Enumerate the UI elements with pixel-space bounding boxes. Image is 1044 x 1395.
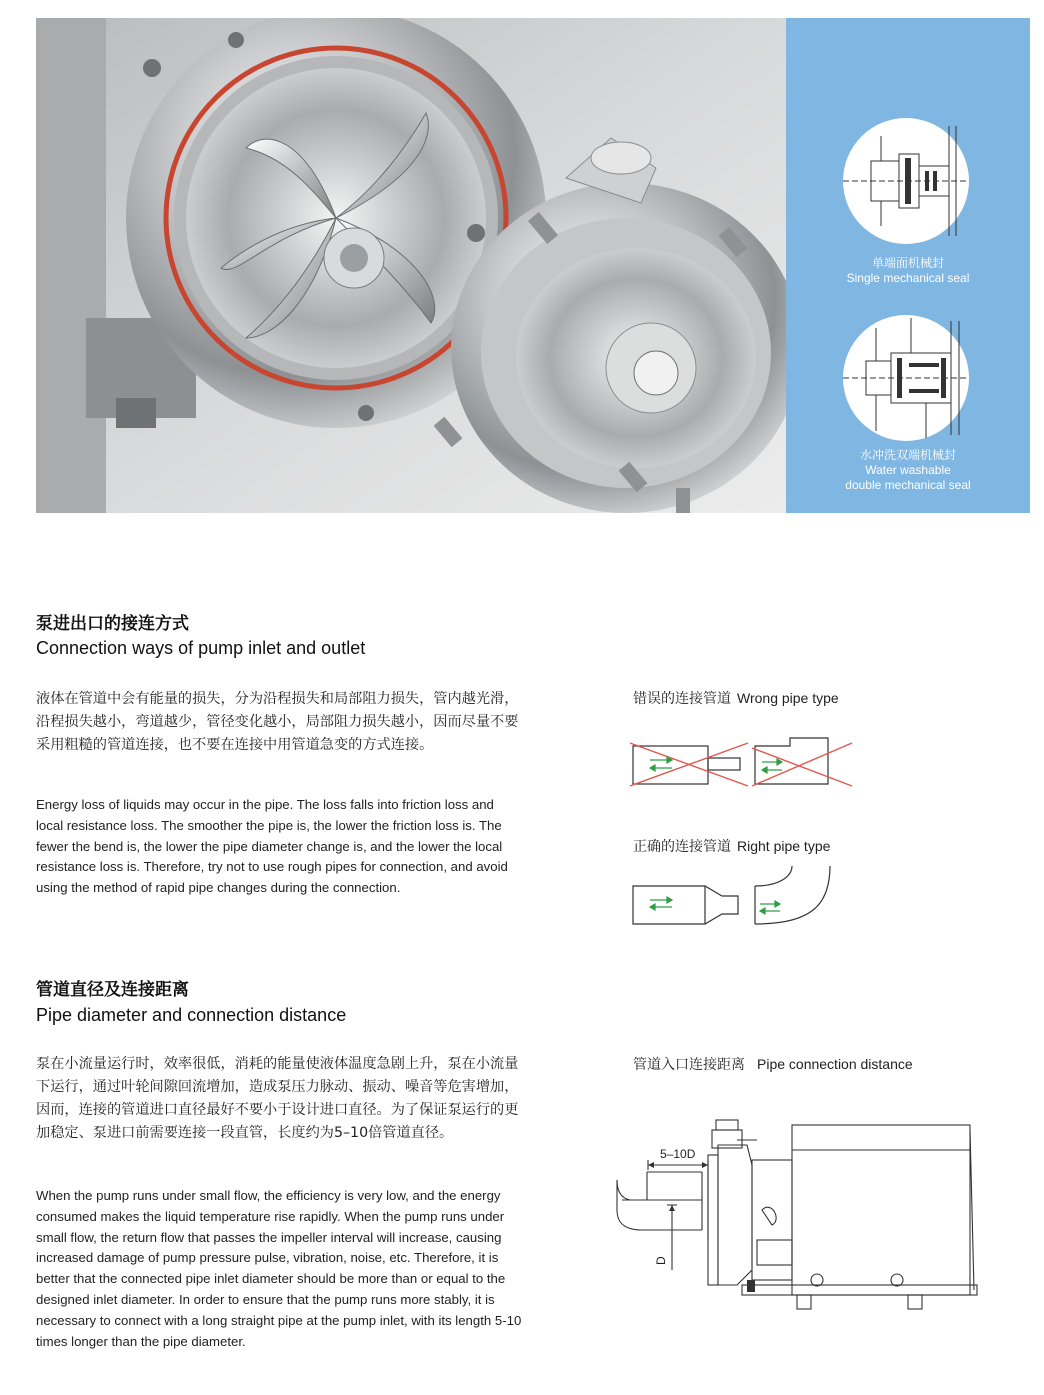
dim-diameter-label: D	[654, 1256, 668, 1265]
pipe-distance-title-cn: 管道入口连接距离	[633, 1057, 745, 1073]
seal-panel	[786, 18, 1030, 513]
single-seal-label	[786, 256, 1030, 286]
section1-heading-en: Connection ways of pump inlet and outlet	[36, 638, 366, 658]
hero	[36, 18, 1030, 513]
double-seal-label-en-line2: double mechanical seal	[845, 478, 971, 492]
pipe-distance-title	[633, 1054, 913, 1074]
section1-body-en: Energy loss of liquids may occur in the pipe. The loss falls into friction loss and local resistance loss. The smoother the pipe is, the lower the friction loss is. The fewer the bend is, the lower the pipe diameter change is, and the lower the local resistance loss is. Therefore, try not to use rough pipes for connection, and avoid using the method of rapid pipe changes during the connection.	[36, 797, 508, 896]
section2-heading-en: Pipe diameter and connection distance	[36, 1005, 347, 1025]
double-seal-label-en-line1: Water washable	[865, 463, 951, 477]
section2-body-en: When the pump runs under small flow, the efficiency is very low, and the energy consumed makes the liquid temperature rise rapidly. When the pump runs under small flow, the return flow that passes the impeller interval will increase, causing increased damage of pump pressure pulse, vibration, noise, etc. Therefore, it is better that the connected pipe inlet diameter should be more than or equal to the designed inlet diameter. In order to ensure that the pump runs more stably, it is necessary to connect with a long straight pipe at the pump inlet, with its length 5-10 times longer than the pipe diameter.	[36, 1188, 522, 1349]
right-pipe-title-en: Right pipe type	[737, 838, 831, 854]
wrong-pipe-title-cn: 错误的连接管道	[633, 691, 731, 707]
single-seal-label-en: Single mechanical seal	[846, 271, 970, 285]
wrong-cross-marks	[630, 743, 852, 786]
section1-heading-cn: 泵进出口的接连方式	[36, 614, 189, 634]
dim-length-label: 5–10D	[660, 1147, 696, 1161]
double-seal-label	[786, 448, 1030, 493]
section1-body-cn: 液体在管道中会有能量的损失，分为沿程损失和局部阻力损失，管内越光滑，沿程损失越小，弯道越少，管径变化越小，局部阻力损失越小，因而尽量不要采用粗糙的管道连接，也不要在连接中用管道急变的方式连接。	[36, 691, 519, 753]
double-seal-diagram	[841, 313, 971, 443]
single-seal-label-cn: 单端面机械封	[871, 256, 944, 270]
section2-heading-cn: 管道直径及连接距离	[36, 980, 189, 1000]
pipe-distance-title-en: Pipe connection distance	[757, 1056, 913, 1072]
single-seal-diagram	[841, 116, 971, 246]
right-pipe-diagram	[630, 866, 840, 928]
right-pipe-title-cn: 正确的连接管道	[633, 839, 731, 855]
section2-body-cn: 泵在小流量运行时，效率很低，消耗的能量使液体温度急剧上升，泵在小流量下运行，通过叶轮间隙回流增加，造成泵压力脉动、振动、噪音等危害增加，因而，连接的管道进口直径最好不要小于设计进口直径。为了保证泵运行的更加稳定、泵进口前需要连接一段直管，长度约为5–10倍管道直径。	[36, 1056, 519, 1141]
wrong-pipe-title	[633, 688, 839, 708]
right-pipe-title	[633, 836, 830, 856]
pipe-distance-diagram	[612, 1120, 980, 1320]
wrong-pipe-diagram	[630, 738, 855, 790]
pump-photo	[36, 18, 786, 513]
double-seal-label-cn: 水冲洗双端机械封	[859, 448, 956, 462]
wrong-pipe-title-en: Wrong pipe type	[737, 690, 839, 706]
pump-illustration	[36, 18, 786, 513]
